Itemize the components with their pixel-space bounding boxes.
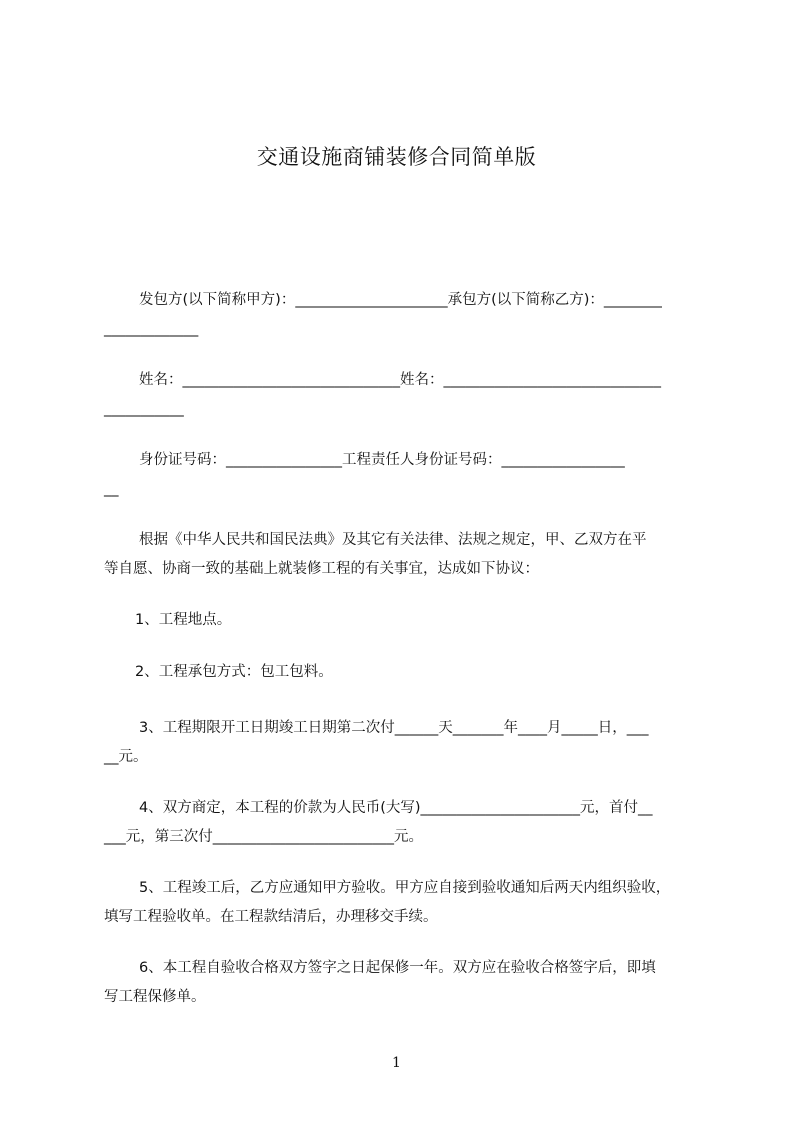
item-6-line-2: 写工程保修单。 [104,989,206,1005]
basis-line-1: 根据《中华人民共和国民法典》及其它有关法律、法规之规定，甲、乙双方在平 [139,532,647,548]
item-5-line-1: 5、工程竣工后，乙方应通知甲方验收。甲方应自接到验收通知后两天内组织验收， [139,880,671,896]
ids-line-2: __ [104,481,119,497]
legal-basis-paragraph [104,526,704,584]
item-4-line-2: ___元，第三次付_________________________元。 [104,829,423,845]
names-line-2: ___________ [104,401,184,417]
page-number: 1 [392,1055,401,1071]
item-3-paragraph [104,714,704,772]
parties-paragraph [104,286,704,344]
item-2-paragraph [104,658,704,687]
item-2-text: 2、工程承包方式：包工包料。 [135,664,333,680]
names-paragraph [104,366,704,424]
item-1-text: 1、工程地点。 [135,612,232,628]
names-line-1: 姓名：______________________________姓名：______________________________ [139,372,661,388]
item-1-paragraph [104,606,704,635]
item-4-line-1: 4、双方商定，本工程的价款为人民币(大写)______________________元，首付__ [139,800,653,816]
item-3-line-2: __元。 [104,749,148,765]
parties-line-1: 发包方(以下简称甲方)：_____________________承包方(以下简称乙方)：________ [139,292,662,308]
document-title: 交通设施商铺装修合同简单版 [256,145,537,169]
basis-line-2: 等自愿、协商一致的基础上就装修工程的有关事宜，达成如下协议： [104,561,539,577]
item-6-line-1: 6、本工程自验收合格双方签字之日起保修一年。双方应在验收合格签字后，即填 [139,960,656,976]
item-4-paragraph [104,794,704,852]
item-5-line-2: 填写工程验收单。在工程款结清后，办理移交手续。 [104,909,438,925]
item-5-paragraph [104,874,704,932]
ids-line-1: 身份证号码：________________工程责任人身份证号码：_________________ [139,452,625,468]
item-3-line-1: 3、工程期限开工日期竣工日期第二次付______天_______年____月_____日，___ [139,720,649,736]
parties-line-2: _____________ [104,321,199,337]
id-numbers-paragraph [104,446,704,504]
item-6-paragraph [104,954,704,1012]
